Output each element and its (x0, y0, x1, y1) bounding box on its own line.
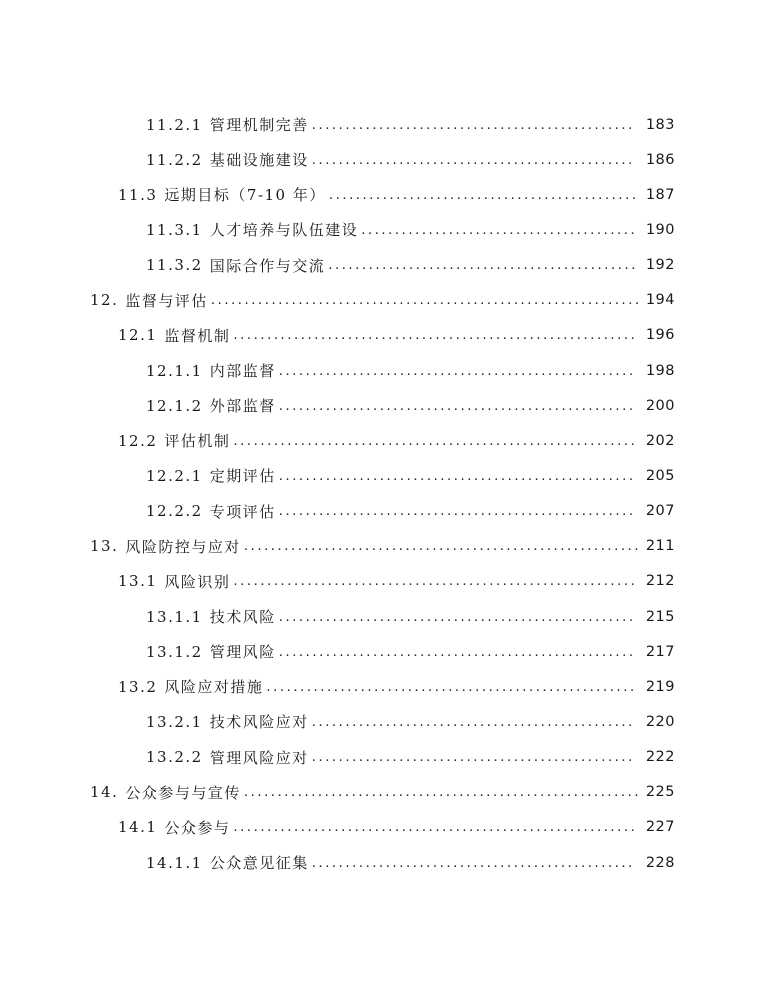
toc-page-number: 205 (645, 467, 675, 484)
toc-number: 11.3.1 (146, 220, 203, 239)
toc-page-number: 228 (645, 854, 675, 871)
toc-page-number: 207 (645, 503, 675, 520)
toc-leader-dots (312, 150, 635, 170)
toc-entry[interactable] (0, 107, 765, 142)
toc-number: 13. (90, 537, 119, 556)
toc-page-number: 190 (645, 221, 675, 238)
toc-title: 监督机制 (164, 326, 231, 345)
toc-number: 12.1 (118, 326, 158, 345)
toc-page-number: 202 (645, 432, 675, 449)
toc-page-number: 212 (645, 573, 675, 590)
toc-leader-dots (312, 747, 635, 767)
toc-leader-dots (279, 466, 635, 486)
toc-title: 基础设施建设 (209, 151, 309, 170)
toc-entry[interactable] (0, 212, 765, 247)
toc-leader-dots (211, 290, 641, 310)
toc-leader-dots (279, 642, 635, 662)
toc-page-number: 192 (645, 257, 675, 274)
toc-number: 11.2.1 (146, 115, 203, 134)
toc-leader-dots (266, 677, 635, 697)
toc-entry[interactable] (0, 740, 765, 775)
toc-page-number: 187 (645, 186, 675, 203)
toc-number: 12.2.1 (146, 466, 203, 485)
toc-page-number: 198 (645, 362, 675, 379)
toc-entry[interactable] (0, 775, 765, 810)
toc-number: 14. (90, 783, 119, 802)
toc-entry[interactable] (0, 388, 765, 423)
toc-leader-dots (233, 817, 635, 837)
toc-number: 13.2.1 (146, 712, 203, 731)
toc-page-number: 219 (645, 678, 675, 695)
toc-entry[interactable] (0, 810, 765, 845)
toc-number: 13.2.2 (146, 748, 203, 767)
toc-entry[interactable] (0, 318, 765, 353)
toc-leader-dots (312, 115, 635, 135)
toc-entry[interactable] (0, 283, 765, 318)
toc-title: 技术风险应对 (209, 713, 309, 732)
toc-entry[interactable] (0, 494, 765, 529)
toc-entry[interactable] (0, 634, 765, 669)
toc-title: 风险识别 (164, 572, 231, 591)
toc-entry[interactable] (0, 177, 765, 212)
toc-page-number: 196 (645, 327, 675, 344)
toc-leader-dots (244, 782, 641, 802)
toc-leader-dots (279, 361, 635, 381)
toc-leader-dots (361, 220, 635, 240)
toc-leader-dots (233, 431, 635, 451)
toc-leader-dots (279, 396, 635, 416)
toc-entry[interactable] (0, 142, 765, 177)
toc-page-number: 211 (645, 538, 675, 555)
toc-number: 11.3.2 (146, 256, 203, 275)
toc-number: 13.1 (118, 572, 158, 591)
toc-entry[interactable] (0, 704, 765, 739)
toc-title: 人才培养与队伍建设 (209, 221, 359, 240)
toc-title: 监督与评估 (125, 291, 208, 310)
toc-title: 内部监督 (209, 362, 276, 381)
toc-page-number: 186 (645, 151, 675, 168)
toc-leader-dots (329, 185, 635, 205)
toc-leader-dots (244, 536, 641, 556)
toc-title: 技术风险 (209, 608, 276, 627)
toc-number: 13.2 (118, 677, 158, 696)
toc-leader-dots (279, 501, 635, 521)
toc-title: 国际合作与交流 (209, 256, 326, 275)
toc-title: 公众参与与宣传 (125, 783, 241, 802)
toc-title: 管理机制完善 (209, 116, 309, 135)
toc-number: 11.2.2 (146, 150, 203, 169)
toc-title: 管理风险应对 (209, 748, 309, 767)
toc-page-number: 227 (645, 819, 675, 836)
toc-entry[interactable] (0, 248, 765, 283)
toc-title: 远期目标（7-10 年） (164, 186, 326, 205)
toc-page-number: 200 (645, 397, 675, 414)
toc-page-number: 217 (645, 643, 675, 660)
toc-entry[interactable] (0, 423, 765, 458)
toc-page-number: 225 (645, 784, 675, 801)
toc-entry[interactable] (0, 529, 765, 564)
toc-title: 公众参与 (164, 818, 231, 837)
toc-entry[interactable] (0, 458, 765, 493)
toc-page-number: 215 (645, 608, 675, 625)
toc-title: 外部监督 (209, 397, 276, 416)
toc-entry[interactable] (0, 599, 765, 634)
toc-leader-dots (233, 571, 635, 591)
toc-title: 风险应对措施 (164, 678, 264, 697)
toc-number: 13.1.1 (146, 607, 203, 626)
toc-entry[interactable] (0, 845, 765, 880)
toc-leader-dots (312, 853, 635, 873)
toc-leader-dots (233, 325, 635, 345)
toc-number: 12.1.1 (146, 361, 203, 380)
toc-number: 13.1.2 (146, 642, 203, 661)
toc-number: 14.1.1 (146, 853, 203, 872)
toc-leader-dots (312, 712, 635, 732)
toc-leader-dots (279, 607, 635, 627)
toc-number: 12. (90, 291, 119, 310)
table-of-contents (0, 107, 765, 880)
toc-page-number: 183 (645, 116, 675, 133)
toc-title: 管理风险 (209, 643, 276, 662)
toc-title: 风险防控与应对 (125, 537, 241, 556)
toc-title: 定期评估 (209, 467, 276, 486)
toc-number: 12.2.2 (146, 502, 203, 521)
toc-page-number: 194 (645, 292, 675, 309)
toc-leader-dots (328, 255, 635, 275)
toc-page-number: 222 (645, 749, 675, 766)
toc-number: 12.2 (118, 431, 158, 450)
toc-entry[interactable] (0, 353, 765, 388)
toc-title: 评估机制 (164, 432, 231, 451)
toc-entry[interactable] (0, 564, 765, 599)
toc-title: 公众意见征集 (209, 854, 309, 873)
toc-title: 专项评估 (209, 502, 276, 521)
toc-number: 11.3 (118, 185, 158, 204)
toc-number: 12.1.2 (146, 396, 203, 415)
toc-number: 14.1 (118, 818, 158, 837)
toc-entry[interactable] (0, 669, 765, 704)
toc-page-number: 220 (645, 713, 675, 730)
